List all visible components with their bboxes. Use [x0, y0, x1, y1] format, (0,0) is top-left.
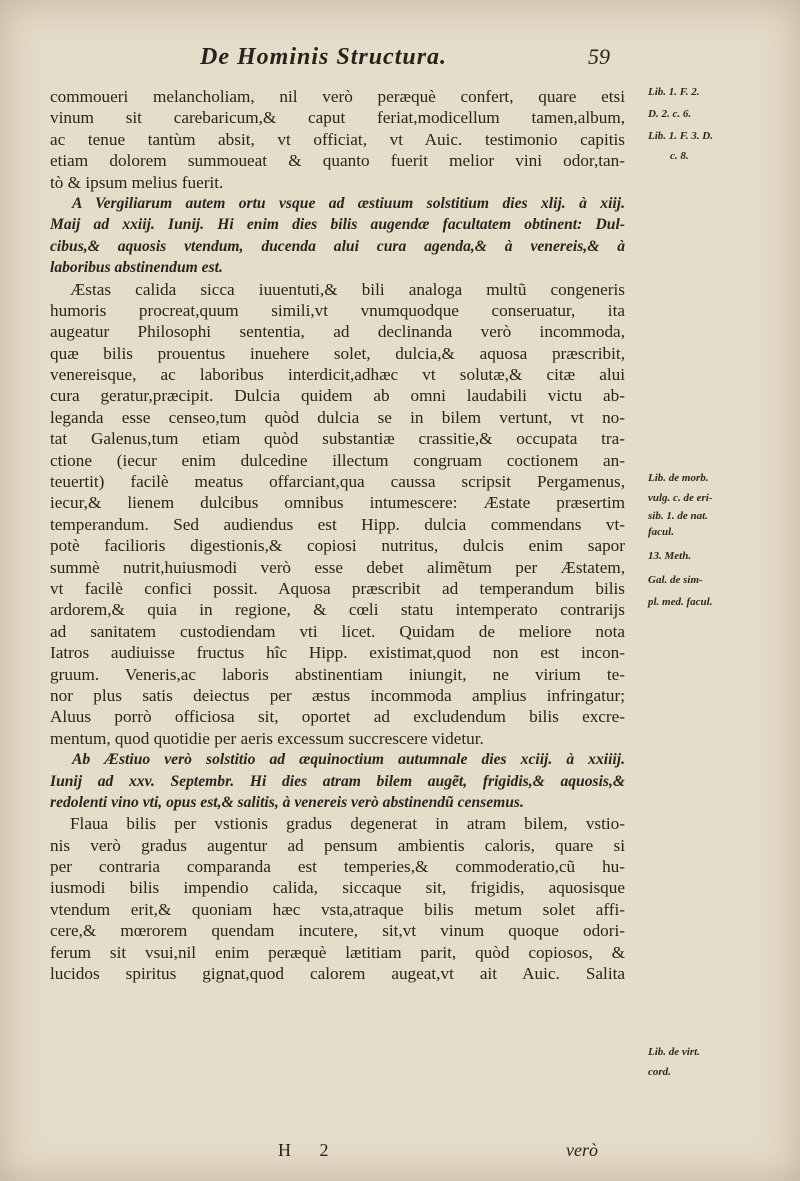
text-line: vtendum erit,& quoniam hæc vsta,atraque bilis metum solet affi-: [50, 899, 625, 919]
margin-note: Lib. 1. F. 2.: [648, 86, 700, 98]
text-line: quæ bilis prouentus inuehere solet, dulcia,& aquosa præscribit,: [50, 343, 625, 363]
page-footer: [0, 1140, 800, 1168]
italic-text-line: Ab Æstiuo verò solstitio ad æquinoctium autumnale dies xciij. à xxiiij.: [72, 751, 625, 769]
margin-note: Lib. 1. F. 3. D.: [648, 130, 713, 142]
text-line: tat Galenus,tum etiam quòd substantiæ crassitie,& occupata tra-: [50, 429, 625, 449]
text-line: vinum sit carebaricum,& caput feriat,modicellum tamen,album,: [50, 108, 625, 128]
margin-note: facul.: [648, 526, 674, 538]
italic-text-line: redolenti vino vti, opus est,& salitis, à venereis verò abstinendũ censemus.: [50, 793, 524, 811]
text-line: per contraria comparanda est temperies,& commoderatio,cũ hu-: [50, 857, 625, 877]
body-text: [50, 86, 625, 984]
text-line: ad sanitatem custodiendam vti licet. Quidam de meliore nota: [50, 621, 625, 641]
text-line: venereisque, ac laboribus interdicit,adhæc vt solutæ,& citæ alui: [50, 365, 625, 385]
page-number: 59: [588, 44, 610, 69]
margin-note: c. 8.: [670, 150, 689, 162]
margin-note: vulg. c. de eri-: [648, 492, 713, 504]
text-line: cere,& mœrorem quendam incutere, sit,vt vinum quoque odori-: [50, 921, 625, 941]
margin-note: pl. med. facul.: [648, 596, 713, 608]
text-line: augeatur Philosophi sententia, ad declinanda verò incommoda,: [50, 322, 625, 342]
margin-note: Gal. de sim-: [648, 574, 703, 586]
signature-mark: H 2: [278, 1140, 341, 1160]
text-line: cura geratur,præcipit. Dulcia quidem ab omni laudabili victu ab-: [50, 386, 625, 406]
text-line: summè nutrit,huiusmodi verò esse debet alimẽtum per Æstatem,: [50, 557, 625, 577]
text-line: Aluus porrò officiosa sit, oportet ad excludendum bilis excre-: [50, 707, 625, 727]
margin-note: Lib. de virt.: [648, 1046, 700, 1058]
text-line: vt facilè confici possit. Aquosa præscribit ad temperandum bilis: [50, 578, 625, 598]
text-line: ferum sit vsui,nil enim peræquè lætitiam parit, quòd copiosos, &: [50, 942, 625, 962]
margin-note: Lib. de morb.: [648, 472, 709, 484]
text-line: Æstas calida sicca iuuentuti,& bili analoga multũ congeneris: [70, 279, 625, 299]
text-line: etiam dolorem summoueat & quanto fuerit melior vini odor,tan-: [50, 151, 625, 171]
margin-note: D. 2. c. 6.: [648, 108, 692, 120]
text-line: potè facilioris digestionis,& copiosi nutritus, dulcis enim sapor: [50, 536, 625, 556]
italic-text-line: A Vergiliarum autem ortu vsque ad æstiuum solstitium dies xlij. à xiij.: [72, 194, 625, 212]
margin-note: sib. 1. de nat.: [648, 510, 708, 522]
text-line: Iatros audiuisse fructus hîc Hipp. existimat,quod non est incon-: [50, 643, 625, 663]
text-line: tò & ipsum melius fuerit.: [50, 172, 224, 192]
text-line: temperandum. Sed audiendus est Hipp. dulcia commendans vt-: [50, 514, 625, 534]
page-header: [170, 44, 770, 80]
italic-text-line: Maij ad xxiij. Iunij. Hi enim dies bilis augendæ facultatem obtinent: Dul-: [50, 216, 625, 234]
margin-note: cord.: [648, 1066, 671, 1078]
italic-text-line: laboribus abstinendum est.: [50, 259, 223, 277]
text-line: mentum, quod quotidie per aeris excessum succrescere videtur.: [50, 728, 484, 748]
margin-note: 13. Meth.: [648, 550, 692, 562]
text-line: leganda esse censeo,tum quòd dulcia se in bilem vertunt, vt no-: [50, 407, 625, 427]
text-line: lucidos spiritus gignat,quod calorem augeat,vt ait Auic. Salita: [50, 964, 625, 984]
text-line: humoris procreat,quum simili,vt vnumquodque conseruatur, ita: [50, 300, 625, 320]
text-line: nor plus satis deiectus per æstus incommoda amplius infringatur;: [50, 685, 625, 705]
text-line: ardorem,& quia in regione, & cœli statu intemperato contrarijs: [50, 600, 625, 620]
italic-text-line: Iunij ad xxv. Septembr. Hi dies atram bilem augẽt, frigidis,& aquosis,&: [50, 772, 625, 790]
text-line: iusmodi bilis impendio calida, siccaque sit, frigidis, aquosisque: [50, 878, 625, 898]
text-line: ac tenue tantùm absit, vt officiat, vt Auic. testimonio capitis: [50, 129, 625, 149]
text-line: commoueri melancholiam, nil verò peræquè confert, quare etsi: [50, 87, 625, 106]
text-line: gruum. Veneris,ac laboris abstinentiam iniungit, ne virium te-: [50, 664, 625, 684]
text-line: iecur,& lienem dulcibus omnibus intumescere: Æstate præsertim: [50, 493, 625, 513]
text-line: Flaua bilis per vstionis gradus degenerat in atram bilem, vstio-: [70, 814, 625, 834]
text-line: nis verò gradus augentur ad pensum ambientis caloris, quare si: [50, 835, 625, 855]
italic-text-line: cibus,& aquosis vtendum, ducenda alui cura agenda,& à venereis,& à: [50, 237, 625, 255]
catchword: verò: [566, 1140, 598, 1160]
text-line: ctione (iecur enim dulcedine illectum congruam coctionem an-: [50, 450, 625, 470]
running-title: De Hominis Structura.: [200, 44, 448, 70]
text-line: teuertit) facilè meatus offarciant,qua caussa scripsit Pergamenus,: [50, 472, 625, 492]
